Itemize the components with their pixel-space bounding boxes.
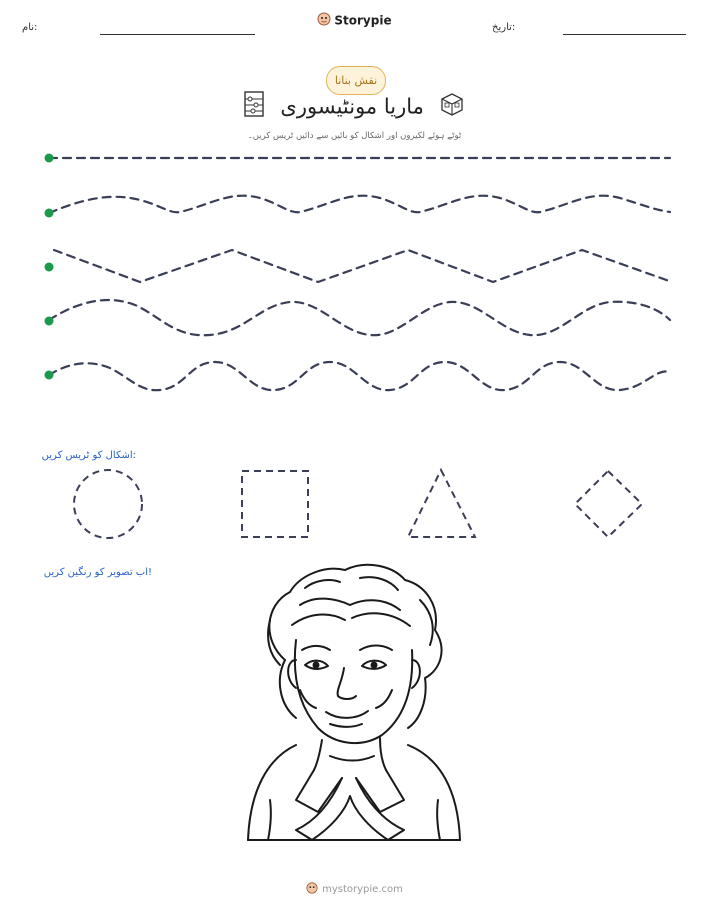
activity-badge: نقش بنانا <box>326 66 386 95</box>
title-text: ماریا مونٹیسوری <box>280 94 424 119</box>
shapes-section-label: اشکال کو ٹریس کریں: <box>41 450 136 461</box>
start-dot <box>45 263 54 272</box>
footer-url[interactable]: mystorypie.com <box>322 884 403 895</box>
name-label: نام: <box>22 22 38 33</box>
start-dot <box>45 209 54 218</box>
tracing-line-wave <box>49 196 670 213</box>
shape-triangle <box>408 470 475 537</box>
start-dot <box>45 317 54 326</box>
tracing-line-zigzag <box>54 250 672 282</box>
storypie-logo-icon <box>306 882 318 897</box>
start-dot <box>45 371 54 380</box>
maria-montessori-portrait-illustration <box>248 565 460 840</box>
start-dot <box>45 154 54 163</box>
date-label: تاریخ: <box>492 22 516 33</box>
shape-diamond <box>575 471 642 537</box>
coloring-section-label: اب تصویر کو رنگین کریں! <box>43 567 152 578</box>
tracing-line-wave <box>49 362 670 390</box>
tracing-line-wave <box>49 300 670 335</box>
shape-square <box>242 471 308 537</box>
footer <box>0 882 709 897</box>
shape-circle <box>74 470 142 538</box>
brand-name: Storypie <box>334 13 392 28</box>
instructions: ٹوٹے ہوئے لکیروں اور اشکال کو بائیں سے دائیں ٹریس کریں۔ <box>247 131 462 141</box>
